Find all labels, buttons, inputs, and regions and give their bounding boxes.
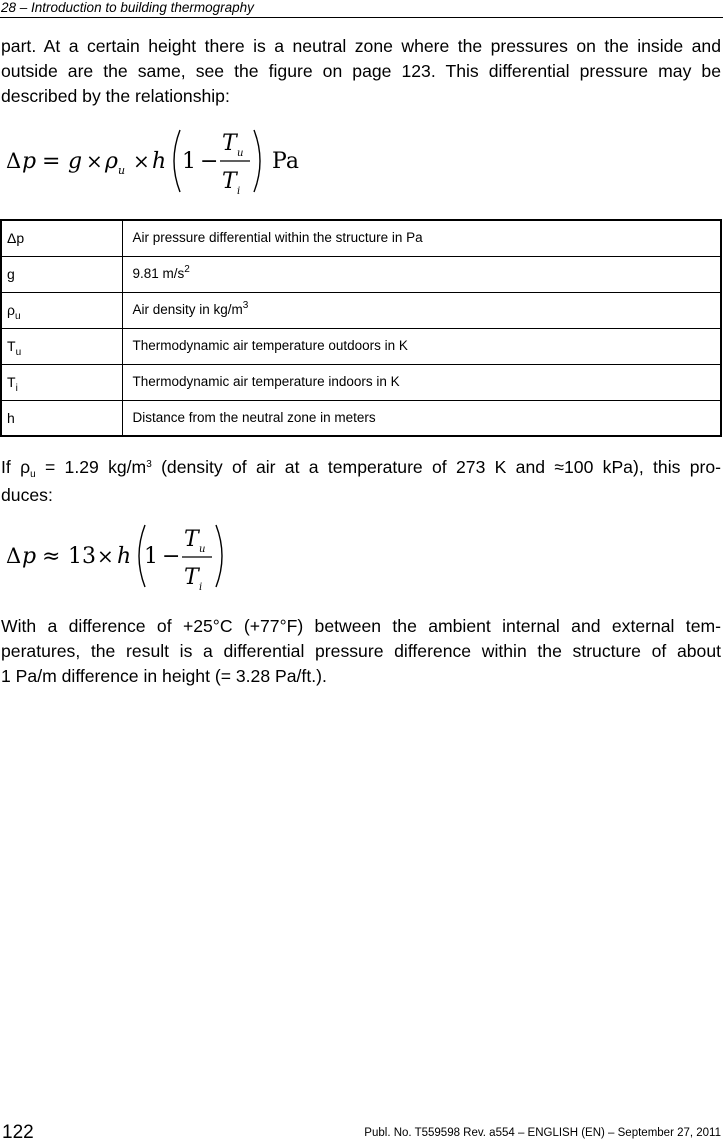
description-cell <box>122 256 721 292</box>
symbol-cell <box>1 220 122 256</box>
description-text: Thermodynamic air temperature indoors in K <box>132 373 400 389</box>
table-row <box>1 292 721 328</box>
symbol-text: T <box>7 373 16 390</box>
eq2-approx: ≈ <box>42 544 61 569</box>
table-row <box>1 328 721 364</box>
table-row <box>1 256 721 292</box>
eq1-rho-sub: u <box>118 164 126 177</box>
symbol-text: Δp <box>7 230 25 246</box>
page-number: 122 <box>2 1122 34 1143</box>
eq1-rho: ρ <box>105 149 118 174</box>
eq2-one: 1 <box>144 544 158 569</box>
eq1-unit: Pa <box>272 149 299 174</box>
eq1-Ti-sub: i <box>237 186 241 197</box>
symbol-cell <box>1 256 122 292</box>
eq2-T-denominator: T <box>184 565 199 590</box>
description-cell <box>122 292 721 328</box>
table-row <box>1 364 721 400</box>
eq1-T-numerator: T <box>222 131 237 156</box>
eq1-p: p <box>22 149 37 174</box>
eq1-delta: Δ <box>6 149 22 173</box>
description-cell <box>122 328 721 364</box>
eq1-T-denominator: T <box>222 169 237 194</box>
symbol-cell <box>1 328 122 364</box>
symbol-text: g <box>7 265 15 282</box>
symbol-text: T <box>7 337 16 354</box>
closing-line-2: peratures, the result is a differential pressure difference within the structure of about <box>1 641 721 661</box>
density-text-b: = 1.29 kg/m <box>35 457 147 477</box>
publication-info: Publ. No. T559598 Rev. a554 – ENGLISH (EN) – September 27, 2011 <box>364 1127 721 1139</box>
running-header-title: 28 – Introduction to building thermography <box>1 0 254 15</box>
eq1-left-paren <box>174 130 180 192</box>
eq1-h: h <box>152 149 167 174</box>
eq1-one: 1 <box>182 149 196 174</box>
density-paragraph <box>1 455 721 508</box>
running-header <box>0 0 723 18</box>
symbol-text: h <box>7 409 15 426</box>
eq2-Tu-sub: u <box>199 544 206 555</box>
eq2-delta: Δ <box>6 544 22 568</box>
density-line-1 <box>1 455 721 483</box>
eq2-Ti-sub: i <box>199 582 203 593</box>
table-row <box>1 400 721 436</box>
intro-line-3: described by the relationship: <box>1 86 230 106</box>
description-superscript: 3 <box>242 299 249 311</box>
closing-line-3: 1 Pa/m difference in height (= 3.28 Pa/ft.). <box>1 666 327 686</box>
density-text-a: If ρ <box>1 457 31 477</box>
eq1-minus: − <box>200 149 219 174</box>
eq1-right-paren <box>254 130 260 192</box>
symbol-cell <box>1 292 122 328</box>
intro-paragraph <box>1 34 721 109</box>
intro-line-1: part. At a certain height there is a neutral zone where the pressures on the inside and <box>1 36 721 56</box>
symbol-subscript: i <box>15 382 18 394</box>
eq2-p: p <box>22 544 37 569</box>
density-superscript: 3 <box>146 459 152 470</box>
description-superscript: 2 <box>184 263 190 275</box>
description-text: Thermodynamic air temperature outdoors in K <box>132 337 408 353</box>
symbol-cell <box>1 400 122 436</box>
intro-line-2: outside are the same, see the figure on page 123. This differential pressure may be <box>1 61 721 81</box>
closing-line-1: With a difference of +25°C (+77°F) between the ambient internal and external tem- <box>1 616 721 636</box>
description-cell <box>122 364 721 400</box>
density-text-c: (density of air at a temperature of 273 K and ≈100 kPa), this pro- <box>151 457 721 477</box>
eq1-Tu-sub: u <box>237 148 244 159</box>
eq2-times: × <box>97 544 114 568</box>
eq2-right-paren <box>216 525 222 587</box>
approximation-equation <box>0 521 240 601</box>
density-subscript: u <box>30 469 36 480</box>
description-cell <box>122 400 721 436</box>
eq1-equals: = <box>42 149 61 174</box>
symbol-text: ρ <box>7 301 15 318</box>
description-text: 9.81 m/s <box>132 265 185 281</box>
variable-definitions-table <box>0 219 722 437</box>
description-text: Distance from the neutral zone in meters <box>132 409 376 425</box>
eq2-minus: − <box>162 544 181 569</box>
density-line-2: duces: <box>1 485 53 505</box>
symbol-subscript: u <box>14 310 21 322</box>
eq2-thirteen: 13 <box>68 544 96 569</box>
eq1-times-1: × <box>86 149 103 173</box>
pressure-equation <box>0 124 320 204</box>
description-text: Air density in kg/m <box>132 301 243 317</box>
symbol-subscript: u <box>15 346 22 358</box>
description-cell <box>122 220 721 256</box>
closing-paragraph <box>1 614 721 689</box>
eq1-g: g <box>68 149 83 174</box>
eq2-T-numerator: T <box>184 527 199 552</box>
symbol-cell <box>1 364 122 400</box>
description-text: Air pressure differential within the structure in Pa <box>132 230 423 245</box>
eq2-h: h <box>117 544 132 569</box>
eq1-times-2: × <box>133 149 150 173</box>
table-row <box>1 220 721 256</box>
